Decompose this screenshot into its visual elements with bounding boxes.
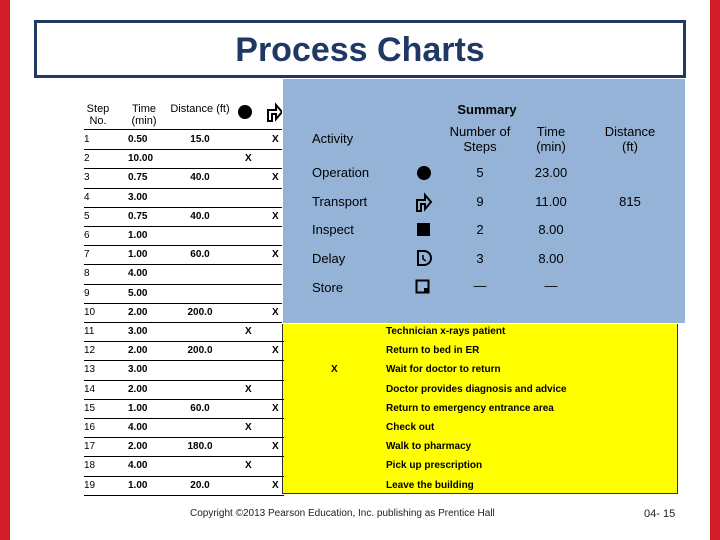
step-distance: 180.0 <box>187 441 213 453</box>
summary-activity-header: Activity <box>312 131 354 146</box>
row-divider <box>84 360 284 361</box>
step-number: 15 <box>84 402 96 414</box>
activity-mark: X <box>272 249 279 261</box>
step-description: Doctor provides diagnosis and advice <box>386 383 567 395</box>
row-divider <box>84 168 284 169</box>
step-distance: 40.0 <box>190 172 210 184</box>
summary-steps-header: Number of Steps <box>449 124 511 154</box>
transport-arrow-icon <box>264 101 284 123</box>
step-number: 19 <box>84 479 96 491</box>
step-time: 4.00 <box>128 460 148 472</box>
summary-row-transport-time: 11.00 <box>535 194 567 209</box>
summary-row-transport-steps: 9 <box>476 194 484 209</box>
title-box <box>34 20 686 78</box>
step-time: 1.00 <box>128 249 148 261</box>
summary-title: Summary <box>457 102 517 117</box>
step-distance: 60.0 <box>190 249 210 261</box>
step-distance: 20.0 <box>190 479 210 491</box>
step-time: 2.00 <box>128 306 148 318</box>
step-description: Walk to pharmacy <box>386 441 472 453</box>
step-distance: 40.0 <box>190 210 210 222</box>
step-description: Return to emergency entrance area <box>386 402 554 414</box>
row-divider <box>84 418 284 419</box>
activity-mark: X <box>272 402 279 414</box>
row-divider <box>84 380 284 381</box>
page-title: Process Charts <box>235 31 485 69</box>
step-time: 2.00 <box>128 441 148 453</box>
step-time: 2.00 <box>128 383 148 395</box>
step-time: 4.00 <box>128 422 148 433</box>
step-description: Return to bed in ER <box>386 345 480 357</box>
column-time-header: Time (min) <box>131 103 157 127</box>
summary-row-inspect-steps: 2 <box>476 222 484 237</box>
step-time: 2.00 <box>128 345 148 357</box>
step-time: 3.00 <box>128 191 148 203</box>
activity-mark: X <box>245 326 252 337</box>
step-distance: 15.0 <box>190 134 210 145</box>
step-time: 3.00 <box>128 326 148 337</box>
row-divider <box>84 322 284 323</box>
summary-time-header: Time (min) <box>536 124 566 154</box>
step-number: 11 <box>84 326 95 337</box>
step-number: 13 <box>84 364 96 376</box>
step-time: 10.00 <box>128 153 154 165</box>
step-number: 5 <box>84 210 90 222</box>
step-number: 10 <box>84 306 96 318</box>
summary-row-store-label: Store <box>312 280 344 295</box>
activity-mark: X <box>272 172 279 184</box>
step-number: 18 <box>84 460 96 472</box>
step-number: 17 <box>84 441 96 453</box>
header-divider <box>84 129 284 130</box>
step-number: 6 <box>84 230 90 241</box>
column-distance-header: Distance (ft) <box>170 103 230 115</box>
step-time: 1.00 <box>128 479 148 491</box>
step-description: Check out <box>386 422 435 433</box>
row-divider <box>84 437 284 438</box>
step-time: 1.00 <box>128 402 148 414</box>
summary-row-inspect-time: 8.00 <box>538 222 564 237</box>
activity-mark: X <box>272 479 279 491</box>
summary-row-operation-steps: 5 <box>476 165 484 180</box>
summary-row-store-time: — <box>544 278 558 293</box>
step-number: 1 <box>84 134 90 145</box>
summary-row-inspect-label: Inspect <box>312 222 354 237</box>
step-number: 4 <box>84 191 90 203</box>
step-distance: 200.0 <box>187 345 213 357</box>
activity-mark: X <box>272 345 279 357</box>
step-number: 16 <box>84 422 96 433</box>
column-step-header: Step No. <box>86 103 110 127</box>
row-divider <box>84 399 284 400</box>
activity-mark: X <box>272 306 279 318</box>
activity-mark: X <box>272 210 279 222</box>
row-divider <box>84 456 284 457</box>
activity-mark: X <box>245 383 252 395</box>
row-divider <box>84 476 284 477</box>
step-number: 8 <box>84 268 90 280</box>
step-description: Wait for doctor to return <box>386 364 501 376</box>
row-divider <box>84 264 284 265</box>
activity-mark: X <box>272 134 279 145</box>
step-distance: 200.0 <box>187 306 213 318</box>
page-number: 04- 15 <box>644 508 676 520</box>
step-time: 1.00 <box>128 230 148 241</box>
step-time: 0.75 <box>128 210 148 222</box>
right-frame-bar <box>710 0 720 540</box>
step-description: Pick up prescription <box>386 460 483 472</box>
summary-row-store-steps: — <box>473 278 487 293</box>
step-number: 7 <box>84 249 90 261</box>
operation-circle-icon <box>417 166 431 180</box>
step-number: 9 <box>84 287 90 299</box>
row-divider <box>84 207 284 208</box>
summary-row-operation-time: 23.00 <box>534 165 568 180</box>
step-time: 3.00 <box>128 364 148 376</box>
inspect-square-icon <box>417 223 430 236</box>
summary-row-delay-time: 8.00 <box>538 251 564 266</box>
transport-arrow-icon <box>413 191 433 213</box>
row-divider <box>84 226 284 227</box>
step-description: Leave the building <box>386 479 474 491</box>
step-time: 0.50 <box>128 134 148 145</box>
step-number: 2 <box>84 153 90 165</box>
row-divider <box>84 149 284 150</box>
copyright-footer: Copyright ©2013 Pearson Education, Inc. publishing as Prentice Hall <box>190 508 495 519</box>
left-frame-bar <box>0 0 10 540</box>
step-distance: 60.0 <box>190 402 210 414</box>
step-number: 12 <box>84 345 96 357</box>
summary-row-delay-steps: 3 <box>476 251 484 266</box>
summary-row-transport-label: Transport <box>312 194 368 209</box>
row-divider <box>84 495 284 496</box>
activity-mark: X <box>272 441 279 453</box>
summary-row-delay-label: Delay <box>312 251 346 266</box>
delay-d-icon <box>415 249 433 267</box>
row-divider <box>84 245 284 246</box>
row-divider <box>84 303 284 304</box>
step-time: 0.75 <box>128 172 148 184</box>
step-time: 5.00 <box>128 287 148 299</box>
summary-row-transport-distance: 815 <box>619 194 641 209</box>
activity-mark: X <box>245 460 252 472</box>
row-divider <box>84 284 284 285</box>
step-time: 4.00 <box>128 268 148 280</box>
row-divider <box>84 188 284 189</box>
activity-mark: X <box>245 422 252 433</box>
store-triangle-icon <box>415 279 431 295</box>
row-divider <box>84 341 284 342</box>
step-number: 3 <box>84 172 90 184</box>
step-number: 14 <box>84 383 96 395</box>
summary-row-operation-label: Operation <box>312 165 370 180</box>
operation-circle-icon <box>238 105 252 119</box>
summary-distance-header: Distance (ft) <box>604 124 656 154</box>
step-description: Technician x-rays patient <box>386 326 506 337</box>
activity-mark: X <box>331 364 338 376</box>
activity-mark: X <box>245 153 252 165</box>
